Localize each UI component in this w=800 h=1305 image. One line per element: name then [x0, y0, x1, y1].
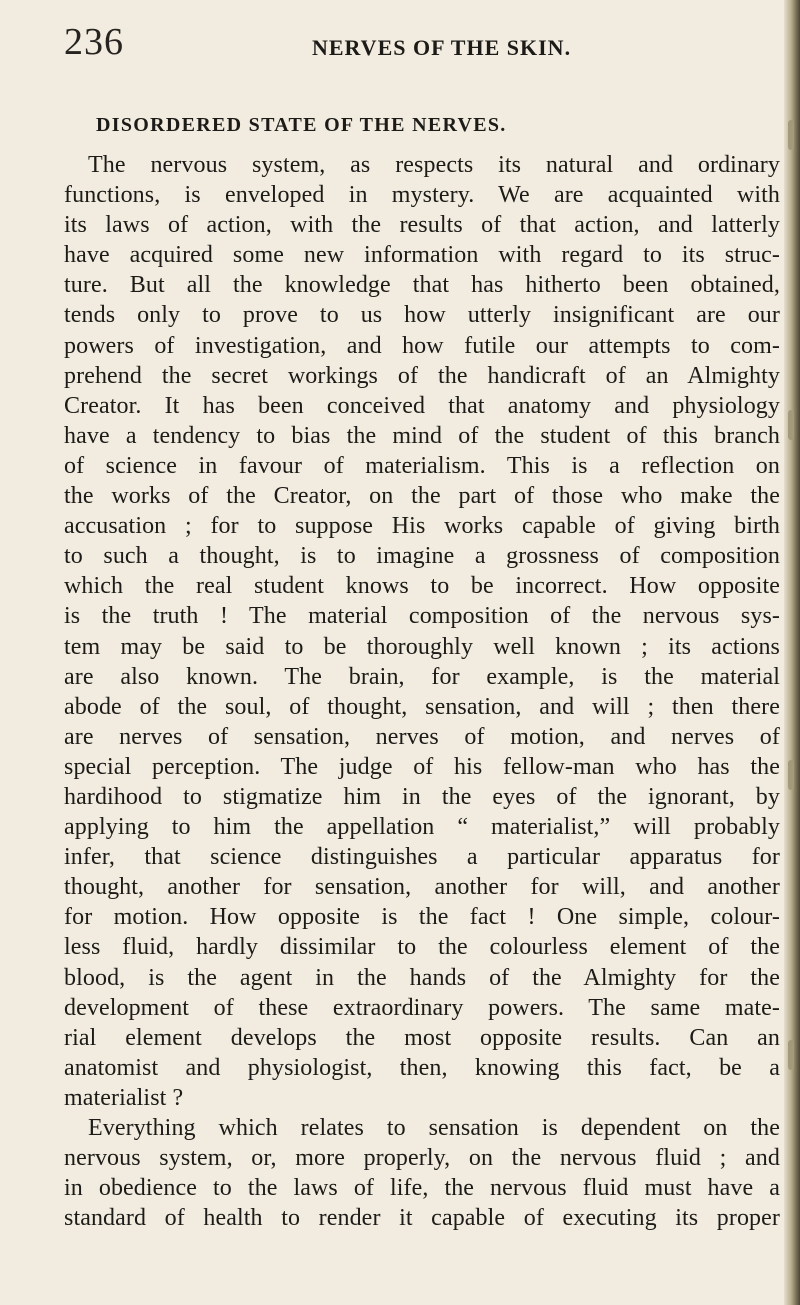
edge-mark — [788, 1040, 794, 1070]
text-line: development of these extraordinary powers. The same mate- — [64, 994, 780, 1021]
text-line: thought, another for sensation, another for will, and another — [64, 874, 780, 901]
text-line: infer, that science distinguishes a particular apparatus for — [64, 844, 780, 871]
text-line: nervous system, or, more properly, on the nervous fluid ; and — [64, 1145, 780, 1172]
text-line: hardihood to stigmatize him in the eyes of the ignorant, by — [64, 783, 780, 810]
text-line: for motion. How opposite is the fact ! One simple, colour- — [64, 904, 780, 931]
text-line: Creator. It has been conceived that anatomy and physiology — [64, 392, 780, 419]
section-title: DISORDERED STATE OF THE NERVES. — [96, 114, 507, 136]
text-line: the works of the Creator, on the part of those who make the — [64, 483, 780, 510]
page-number: 236 — [64, 21, 124, 63]
text-line: have acquired some new information with regard to its struc- — [64, 242, 780, 269]
text-line: ture. But all the knowledge that has hitherto been obtained, — [64, 272, 780, 299]
text-line: to such a thought, is to imagine a grossness of composition — [64, 543, 780, 570]
text-line: The nervous system, as respects its natural and ordinary — [88, 152, 780, 178]
text-line: of science in favour of materialism. This is a reflection on — [64, 452, 780, 479]
text-line: rial element develops the most opposite results. Can an — [64, 1024, 780, 1051]
text-line: is the truth ! The material composition of the nervous sys- — [64, 603, 780, 630]
body-text — [64, 150, 780, 1233]
text-line: anatomist and physiologist, then, knowing this fact, be a — [64, 1054, 780, 1081]
text-line: Everything which relates to sensation is dependent on the — [88, 1115, 780, 1141]
edge-mark — [788, 120, 794, 150]
text-line: are also known. The brain, for example, is the material — [64, 663, 780, 690]
edge-mark — [788, 760, 794, 790]
text-line: functions, is enveloped in mystery. We are acquainted with — [64, 182, 780, 209]
text-line: applying to him the appellation “ materialist,” will probably — [64, 814, 780, 841]
text-line: prehend the secret workings of the handicraft of an Almighty — [64, 362, 780, 389]
running-head — [64, 20, 780, 76]
text-line: in obedience to the laws of life, the nervous fluid must have a — [64, 1175, 780, 1202]
text-line: its laws of action, with the results of that action, and latterly — [64, 212, 780, 239]
text-line: special perception. The judge of his fellow-man who has the — [64, 753, 780, 780]
text-line: materialist ? — [64, 1084, 184, 1111]
text-line: have a tendency to bias the mind of the student of this branch — [64, 422, 780, 449]
text-line: accusation ; for to suppose His works capable of giving birth — [64, 513, 780, 540]
text-line: powers of investigation, and how futile our attempts to com- — [64, 332, 780, 359]
text-line: are nerves of sensation, nerves of motion, and nerves of — [64, 723, 780, 750]
text-line: less fluid, hardly dissimilar to the colourless element of the — [64, 934, 780, 961]
text-line: tem may be said to be thoroughly well known ; its actions — [64, 633, 780, 660]
text-line: which the real student knows to be incorrect. How opposite — [64, 573, 780, 600]
running-title: NERVES OF THE SKIN. — [312, 35, 572, 60]
text-line: abode of the soul, of thought, sensation, and will ; then there — [64, 693, 780, 720]
edge-mark — [788, 410, 794, 440]
text-line: blood, is the agent in the hands of the Almighty for the — [64, 964, 780, 991]
text-line: tends only to prove to us how utterly insignificant are our — [64, 302, 780, 329]
text-line: standard of health to render it capable of executing its proper — [64, 1205, 780, 1232]
page-edge-shadow — [784, 0, 800, 1305]
